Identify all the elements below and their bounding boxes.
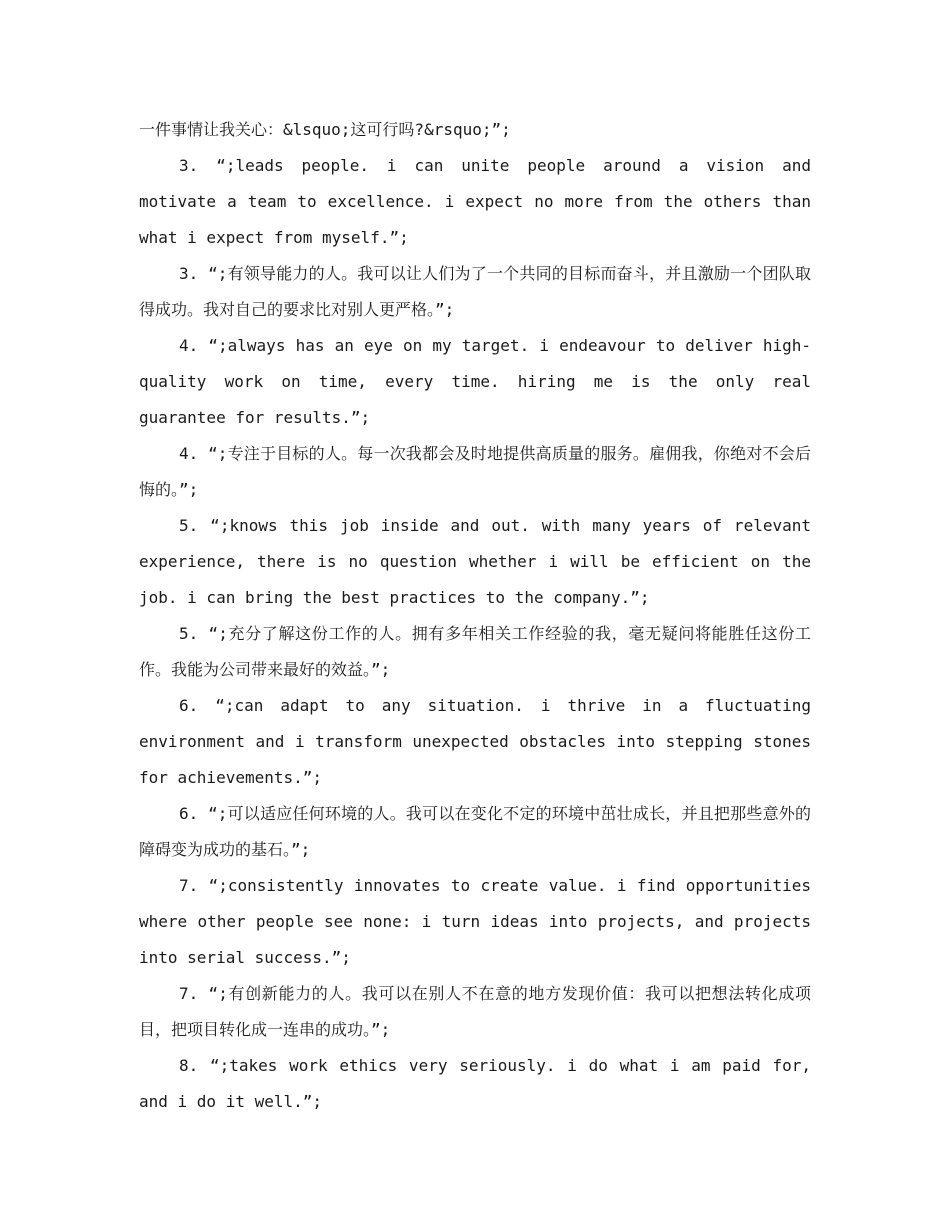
paragraph-5-zh: 5. “;充分了解这份工作的人。拥有多年相关工作经验的我，毫无疑问将能胜任这份工作。我能为公司带来最好的效益。”;	[139, 624, 811, 679]
paragraph-4-en: 4. “;always has an eye on my target. i endeavour to deliver high-quality work on time, every time. hiring me is the only real guarantee for results.”;	[139, 336, 811, 427]
document-body	[139, 112, 811, 1120]
paragraph-3-zh: 3. “;有领导能力的人。我可以让人们为了一个共同的目标而奋斗，并且激励一个团队取得成功。我对自己的要求比对别人更严格。”;	[139, 264, 811, 319]
paragraph-6-zh: 6. “;可以适应任何环境的人。我可以在变化不定的环境中茁壮成长，并且把那些意外的障碍变为成功的基石。”;	[139, 804, 811, 859]
paragraph-4-zh: 4. “;专注于目标的人。每一次我都会及时地提供高质量的服务。雇佣我，你绝对不会后悔的。”;	[139, 444, 811, 499]
paragraph-3-en: 3. “;leads people. i can unite people around a vision and motivate a team to excellence. i expect no more from the others than what i expect from myself.”;	[139, 156, 811, 247]
paragraph-continuation: 一件事情让我关心：&lsquo;这可行吗?&rsquo;”;	[139, 120, 511, 139]
paragraph-8-en: 8. “;takes work ethics very seriously. i do what i am paid for, and i do it well.”;	[139, 1056, 811, 1111]
paragraph-6-en: 6. “;can adapt to any situation. i thrive in a fluctuating environment and i transform unexpected obstacles into stepping stones for achievements.”;	[139, 696, 811, 787]
paragraph-5-en: 5. “;knows this job inside and out. with many years of relevant experience, there is no question whether i will be efficient on the job. i can bring the best practices to the company.”;	[139, 516, 811, 607]
paragraph-7-zh: 7. “;有创新能力的人。我可以在别人不在意的地方发现价值：我可以把想法转化成项目，把项目转化成一连串的成功。”;	[139, 984, 811, 1039]
paragraph-7-en: 7. “;consistently innovates to create value. i find opportunities where other people see none: i turn ideas into projects, and projects into serial success.”;	[139, 876, 811, 967]
